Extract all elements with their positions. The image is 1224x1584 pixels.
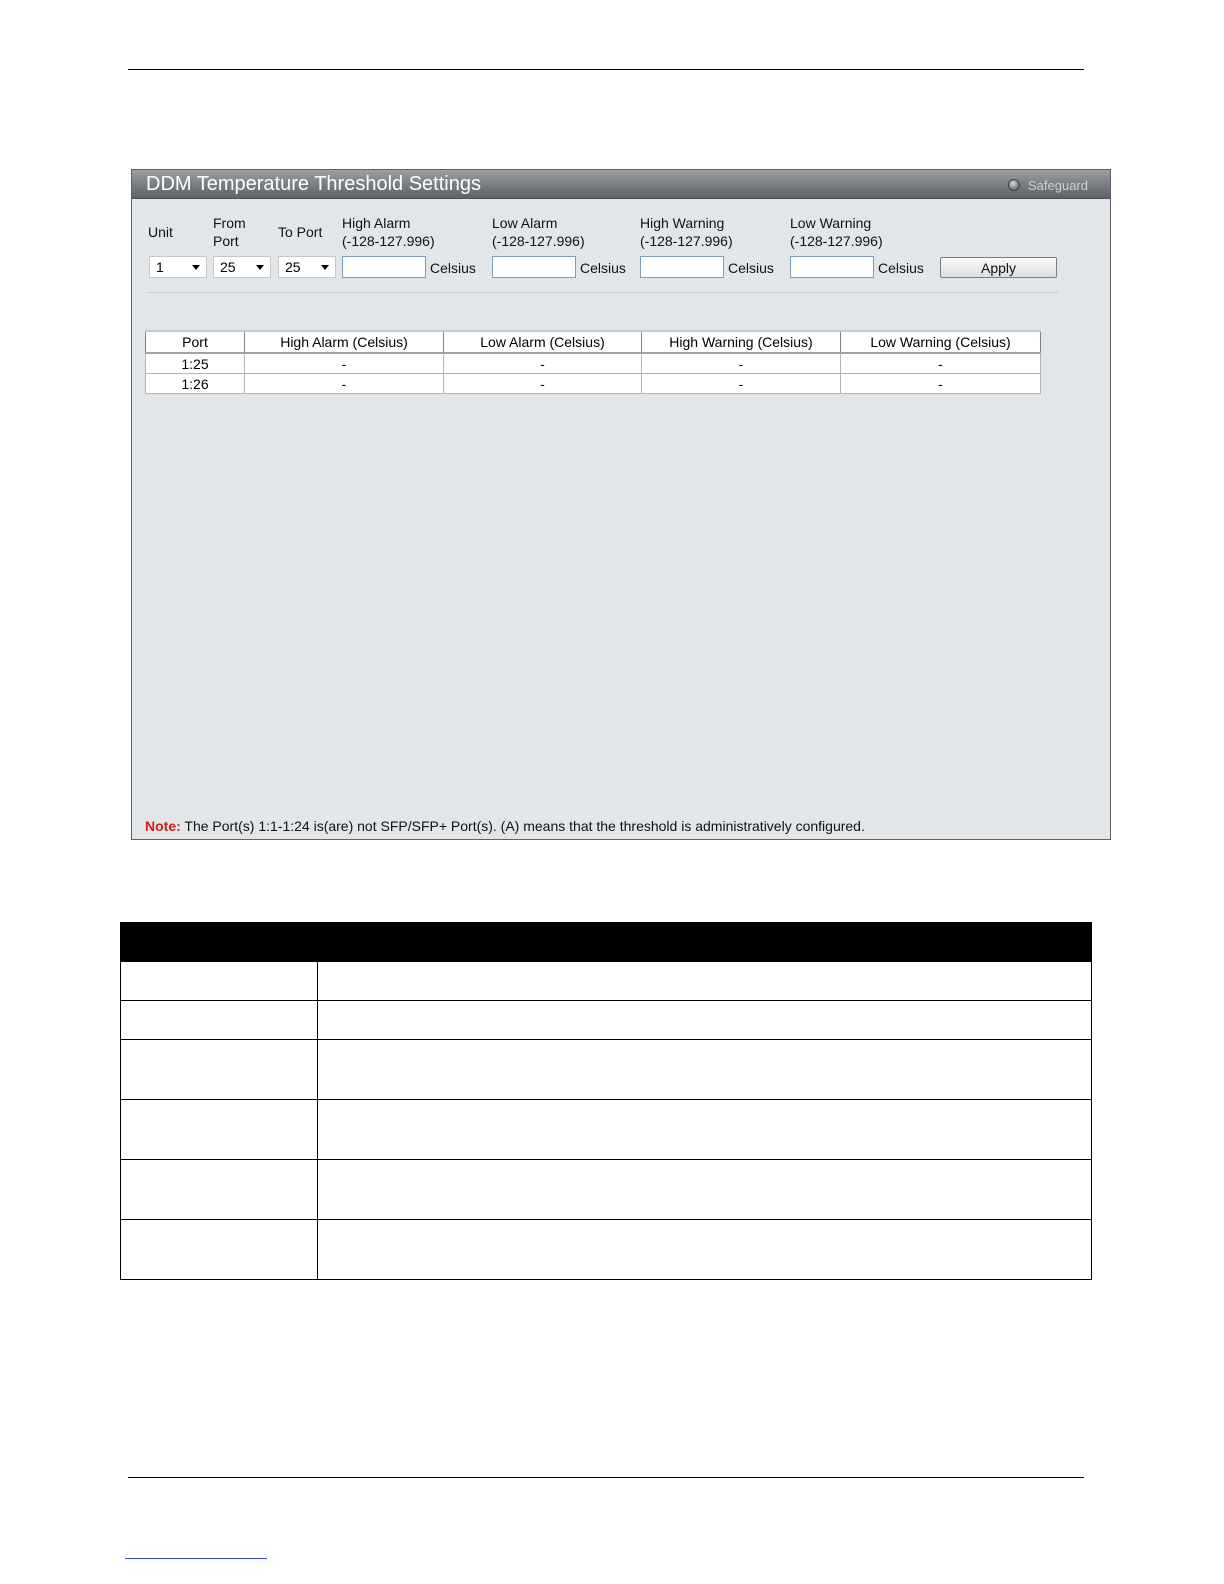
- port-cell: 1:25: [146, 353, 245, 374]
- column-header-high-alarm: High Alarm (Celsius): [245, 331, 444, 353]
- unit-select[interactable]: [149, 256, 207, 278]
- high-alarm-cell: -: [245, 374, 444, 394]
- unit-select-value: 1: [156, 259, 164, 275]
- table-row: [146, 353, 1041, 374]
- table-row: [121, 1220, 1092, 1280]
- high-alarm-range: (-128-127.996): [342, 233, 435, 249]
- from-port-select[interactable]: [213, 256, 271, 278]
- low-alarm-cell: -: [444, 353, 642, 374]
- column-header-high-warning: High Warning (Celsius): [642, 331, 841, 353]
- table-row: [121, 1100, 1092, 1160]
- low-alarm-cell: -: [444, 374, 642, 394]
- column-header-port: Port: [146, 331, 245, 353]
- note-text: The Port(s) 1:1-1:24 is(are) not SFP/SFP+ Port(s). (A) means that the threshold is administratively configured.: [180, 818, 865, 834]
- safeguard-indicator: [1008, 178, 1088, 192]
- high-alarm-input[interactable]: [342, 256, 426, 278]
- table-row: [121, 962, 1092, 1001]
- low-alarm-input[interactable]: [492, 256, 576, 278]
- to-port-select-value: 25: [285, 259, 301, 275]
- description-cell: [318, 1040, 1092, 1100]
- from-port-select-value: 25: [220, 259, 236, 275]
- description-cell: [318, 1001, 1092, 1040]
- port-cell: 1:26: [146, 374, 245, 394]
- parameter-cell: [121, 1100, 318, 1160]
- high-alarm-cell: -: [245, 353, 444, 374]
- low-warning-range: (-128-127.996): [790, 233, 883, 249]
- safeguard-label: Safeguard: [1028, 177, 1088, 193]
- from-port-label-line2: Port: [213, 233, 239, 249]
- parameter-cell: [121, 1160, 318, 1220]
- parameter-cell: [121, 962, 318, 1001]
- footer-link-underline[interactable]: [125, 1558, 267, 1559]
- low-warning-unit: Celsius: [878, 260, 924, 276]
- parameter-cell: [121, 1001, 318, 1040]
- column-header-low-warning: Low Warning (Celsius): [841, 331, 1041, 353]
- chevron-down-icon: [192, 265, 200, 270]
- to-port-select[interactable]: [278, 256, 336, 278]
- page-bottom-rule: [128, 1477, 1084, 1478]
- description-cell: [318, 1220, 1092, 1280]
- high-warning-label: High Warning: [640, 215, 725, 231]
- chevron-down-icon: [321, 265, 329, 270]
- form-divider: [148, 292, 1058, 293]
- table-row: [121, 1001, 1092, 1040]
- high-warning-range: (-128-127.996): [640, 233, 733, 249]
- panel-title: DDM Temperature Threshold Settings: [146, 173, 481, 195]
- ports-threshold-table: [145, 330, 1041, 394]
- high-warning-cell: -: [642, 374, 841, 394]
- description-cell: [318, 1160, 1092, 1220]
- high-alarm-label: High Alarm: [342, 215, 411, 231]
- low-alarm-range: (-128-127.996): [492, 233, 585, 249]
- page-top-rule: [128, 69, 1084, 70]
- column-header-low-alarm: Low Alarm (Celsius): [444, 331, 642, 353]
- panel-title-bar: [132, 170, 1110, 199]
- description-cell: [318, 962, 1092, 1001]
- description-header-row: [121, 923, 1092, 962]
- high-warning-unit: Celsius: [728, 260, 774, 276]
- low-warning-cell: -: [841, 353, 1041, 374]
- low-warning-cell: -: [841, 374, 1041, 394]
- parameter-description-table: [120, 922, 1092, 1280]
- low-warning-input[interactable]: [790, 256, 874, 278]
- ddm-temperature-panel: [131, 169, 1111, 840]
- chevron-down-icon: [256, 265, 264, 270]
- note-label: Note:: [145, 818, 181, 834]
- unit-label: Unit: [148, 224, 173, 240]
- high-warning-cell: -: [642, 353, 841, 374]
- table-header-row: [146, 331, 1041, 353]
- description-header-parameter: [121, 923, 318, 962]
- high-alarm-unit: Celsius: [430, 260, 476, 276]
- table-row: [121, 1040, 1092, 1100]
- parameter-cell: [121, 1220, 318, 1280]
- parameter-cell: [121, 1040, 318, 1100]
- high-warning-input[interactable]: [640, 256, 724, 278]
- low-alarm-label: Low Alarm: [492, 215, 558, 231]
- from-port-label-line1: From: [213, 215, 246, 231]
- low-alarm-unit: Celsius: [580, 260, 626, 276]
- low-warning-label: Low Warning: [790, 215, 872, 231]
- to-port-label: To Port: [278, 224, 323, 240]
- description-cell: [318, 1100, 1092, 1160]
- table-row: [121, 1160, 1092, 1220]
- table-row: [146, 374, 1041, 394]
- apply-button[interactable]: Apply: [940, 257, 1057, 278]
- footnote: [145, 818, 865, 834]
- safeguard-icon: [1008, 179, 1020, 191]
- description-header-description: [318, 923, 1092, 962]
